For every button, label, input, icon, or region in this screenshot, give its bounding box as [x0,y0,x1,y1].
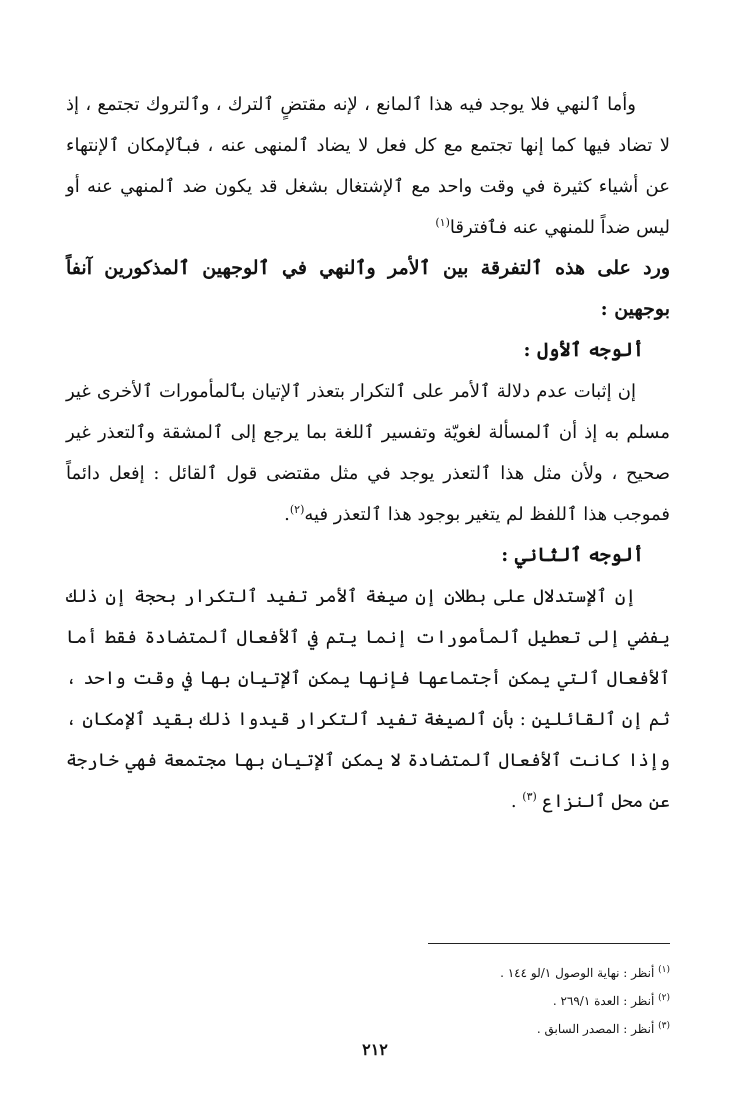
footnote-item [400,986,670,1014]
footnote-mark: (٣) [658,1021,670,1031]
paragraph-3 [66,576,670,822]
footnote-mark: (١) [658,965,670,975]
footnote-item [400,958,670,986]
footnote-text: أنظر : نهاية الوصول ١/لو ١٤٤ . [500,966,655,980]
section-heading: ورد على هذه ٱلتفرقة بين ٱلأمر وٱلنهي في ٱلوجهين ٱلمذكورين آنفاً بوجهين : [66,257,670,320]
footnotes [400,958,670,1042]
paragraph-2-text: إن إثبات عدم دلالة ٱلأمر على ٱلتكرار بتعذر ٱلإتيان بٱلمأمورات ٱلأخرى غير مسلم به إذ أن ٱلمسألة لغويّة وتفسير ٱللغة بما يرجع إلى ٱلمشقة وٱلتعذر غير صحيح ، ولأن مثل هذا ٱلتعذر يوجد في مثل مقتضى قول ٱلقائل : إفعل دائماً فموجب هذا ٱللفظ لم يتغير بوجود هذا ٱلتعذر فيه [66,381,670,525]
footnote-item [400,1014,670,1042]
paragraph-1-text: وأما ٱلنهي فلا يوجد فيه هذا ٱلمانع ، لإنه مقتضٍ ٱلترك ، وٱلتروك تجتمع ، إذ لا تضاد فيها كما إنها تجتمع مع كل فعل لا يضاد ٱلمنهى عنه ، فبٱلإمكان ٱلإنتهاء عن أشياء كثيرة في وقت واحد مع ٱلإشتغال بشغل قد يكون ضد ٱلمنهي عنه أو ليس ضداً للمنهي عنه فٱفترقا [66,94,670,238]
paragraph-1 [66,84,670,248]
subheading-second-aspect: ألوجه ٱلثاني : [501,544,644,566]
subheading-first-aspect: ألوجه ٱلأول : [523,339,644,361]
footnote-text: أنظر : المصدر السابق . [536,1022,655,1036]
footnote-ref-3: (٣) [522,790,537,803]
paragraph-2-tail: . [284,504,290,525]
footnote-ref-1: (١) [435,216,450,229]
footnote-divider [428,943,670,944]
paragraph-3-tail: . [510,791,523,812]
footnote-ref-2: (٢) [289,503,305,516]
paragraph-2 [66,371,670,535]
footnote-text: أنظر : العدة ٢٦٩/١ . [552,994,655,1008]
page-number: ٢١٢ [362,1040,388,1059]
footnote-mark: (٢) [658,993,670,1003]
paragraph-3-text: إن ٱلإستدلال على بطلان إن صيغة ٱلأمر تفيد ٱلتكرار بحجة إن ذلك يفضي إلى تعطيل ٱلمأمورات إنما يتم في ٱلأفعال ٱلمتضادة فقط أما ٱلأفعال ٱلتي يمكن أجتماعها فإنها يمكن ٱلإتيان بها في وقت واحد ، ثم إن ٱلقائلين : بأن ٱلصيغة تفيد ٱلتكرار قيدوا ذلك بقيد ٱلإمكان ، وإذا كانت ٱلأفعال ٱلمتضادة لا يمكن ٱلإتيان بها مجتمعة فهي خارجة عن محل ٱلنزاع [66,586,670,812]
page-body [66,84,670,822]
